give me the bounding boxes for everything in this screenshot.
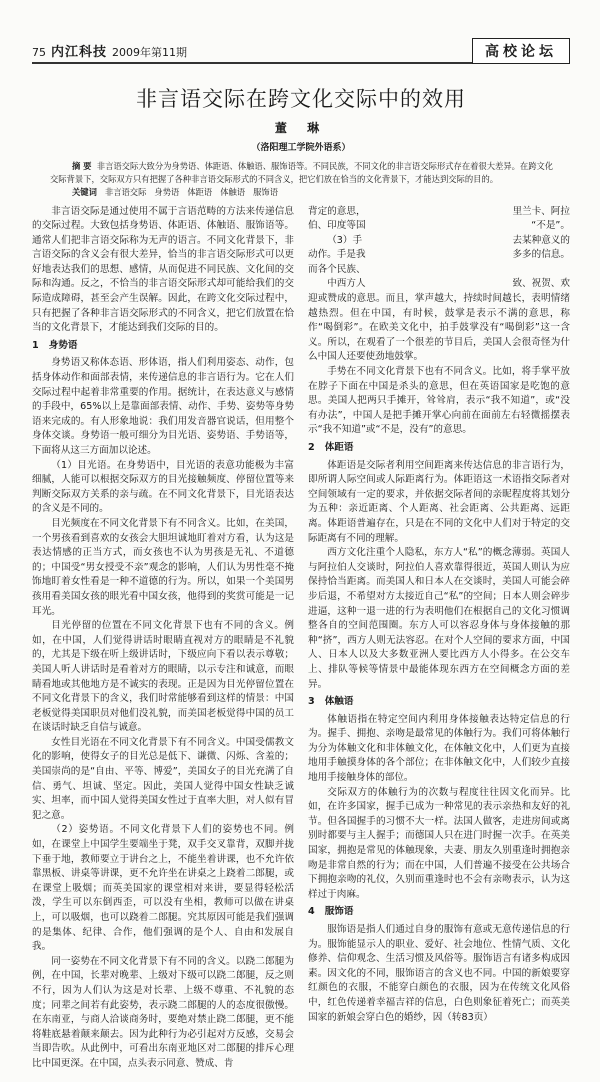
paragraph: 目光停留的位置在不同文化背景下也有不同的含义。例如，在中国，人们觉得讲话时眼睛直视对方的眼睛是不礼貌的，尤其是下级在听上级讲话时，下级应向下看以表示尊敬；美国人听人讲话时是看着对方的眼睛，以示专注和诚意，而眼睛看地或其他地方是不诚实的表现。正是因为目光停留位置在不同文化背景下的含义，我们时常能够看到这样的情景：中国老板觉得美国职员对他们没礼貌，而美国老板觉得中国的员工在谈话时缺乏自信与诚意。 [32,620,294,734]
body-columns [32,205,570,1072]
keyword: 服饰语 [253,187,279,197]
abstract-text: 非言语交际大致分为身势语、体距语、体触语、服饰语等。不同民族，不同文化的非言语交际形式存在着很大差异。在跨文化交际背景下，交际双方只有把握了各种非言语交际形式的不同含义，把它们放在恰当的文化背景下，才能达到交际的目的。 [50,161,554,184]
redacted-line: 背定的意思， 里兰卡、阿拉 [308,205,570,217]
article-title: 非言语交际在跨文化交际中的效用 [136,87,466,111]
paragraph: 体距语是交际者利用空间距离来传达信息的非言语行为，即所谓人际空间或人际距离行为。体距语这一术语指交际者对空间领域有一定的要求，并依据交际者间的亲昵程度将其划分为五种：亲近距离、个人距离、社会距离、公共距离、远距离。体距语普遍存在，只是在不同的文化中人们对于特定的交际距离有不同的理解。 [308,459,570,544]
section-title: 身势语 [48,339,78,351]
section-number: 3 [308,696,315,708]
abstract-label: 摘 要 [72,161,92,171]
paragraph: 服饰语是指人们通过自身的服饰有意或无意传递信息的行为。服饰能显示人的职业、爱好、社会地位、性情气质、文化修养、信仰观念、生活习惯及风俗等。服饰语言有诸多构成因素。因文化的不同，服饰语言的含义也不同。中国的新娘要穿红颜色的衣服，不能穿白颜色的衣服，因为在传统文化风俗中，红色传递着幸福吉祥的信息，白色则象征着死亡；而英美国家的新娘会穿白色的婚纱，因（转83页） [308,924,570,1023]
journal-logo: 内江科技 [51,45,108,60]
page-number: 75 [32,46,46,59]
journal-info [32,41,187,60]
affiliation: （洛阳理工学院外语系） [251,143,351,153]
section-heading [308,695,570,710]
paragraph: 手势在不同文化背景下也有不同含义。比如，将手掌平放在脖子下面在中国是杀头的意思，但在英语国家是吃饱的意思。美国人把两只手摊开，耸耸肩，表示“我不知道”，或“没有办法”，中国人是把手摊开掌心向前在面前左右轻微摇摆表示“我不知道”或“不是，没有”的意思。 [308,366,570,436]
keyword: 体触语 [220,187,246,197]
left-column [32,205,294,1072]
paragraph: 身势语又称体态语、形体语，指人们利用姿态、动作，包括身体动作和面部表情，来传递信息的非言语行为。它在人们交际过程中起着非常重要的作用。据统计，在表达意义与感情的手段中，65%以上是靠面部表情、动作、手势、姿势等身势语来完成的。有人形象地说：我们用发音器官说话，但用整个身体交谈。身势语一般可细分为目光语、姿势语、手势语等，下面将从这三方面加以论述。 [32,357,294,456]
paragraph: 交际双方的体触行为的次数与程度往往因文化而异。比如，在许多国家，握手已成为一种常见的表示亲热和友好的礼节。但各国握手的习惯不大一样。法国人做客，走进房间或离别时都要与主人握手；而德国人只在进门时握一次手。在英美国家，拥抱是常见的体触现象，夫妻、朋友久别重逢时拥抱亲吻是非常自然的行为；而在中国，人们普遍不接受在公共场合下拥抱亲吻的礼仪，久别而重逢时也不会有亲吻表示，认为这样过于肉麻。 [308,786,570,900]
redacted-line: 而各个民族、 [308,263,366,275]
keyword: 非言语交际 [104,187,147,197]
paragraph: （2）姿势语。不同文化背景下人们的姿势也不同。例如，在课堂上中国学生要端坐于凳，双手交叉靠背，双脚并拢下垂于地，教师要立于讲台之上，不能坐着讲课，也不允许依靠黑板、讲桌等讲课，更不允许坐在讲桌之上跷着二郎腿，或在课堂上吸烟；而英美国家的课堂相对来讲，要显得轻松活泼，学生可以东倒西歪，可以没有坐相，教师可以做在讲桌上，可以吸烟，也可以跷着二郎腿。究其原因可能是我们强调的是集体、纪律、合作，他们强调的是个人、自由和发展自我。 [32,824,294,953]
keywords-label: 关键词 [72,187,97,197]
abstract [50,160,556,185]
section-tag: 高校论坛 [472,38,570,64]
paragraph: 西方文化注重个人隐私，东方人“私”的概念薄弱。英国人与阿拉伯人交谈时，阿拉伯人喜欢靠得很近，英国人则认为应保持恰当距离。而美国人和日本人在交谈时，美国人可能会碎步后退，不希望对方太接近自己“私”的空间；日本人则会碎步进逼，这种一退一进的行为表明他们在根据自己的文化习惯调整各自的空间范围圈。东方人可以容忍身体与身体接触的那种“挤”，西方人则无法容忍。在对个人空间的要求方面，中国人、日本人以及大多数亚洲人要比西方人小得多。在公交车上、排队等候等情景中最能体现东西方在空间概念方面的差异。 [308,547,570,690]
issue-label: 2009年第11期 [112,46,188,59]
redacted-line: 中西方人 致、祝贺、欢 [327,278,570,290]
keyword: 身势语 [154,187,180,197]
author: 董 琳 [274,121,328,135]
paragraph: 目光频度在不同文化背景下有不同含义。比如，在美国，一个男孩看到喜欢的女孩会大胆坦诚地盯着对方看，认为这是表达情感的正当方式，而女孩也不认为男孩是无礼、不道德的；中国受“男女授受不亲”观念的影响，人们认为男性毫不掩饰地盯着女性看是一种不道德的行为。所以，如果一个美国男孩用看美国女孩的眼光看中国女孩，他得到的奖赏可能是一记耳光。 [32,517,294,617]
section-heading [308,441,570,456]
paragraph: 女性目光语在不同文化背景下有不同含义。中国受儒教文化的影响，使得女子的目光总是低下、谦微、闪烁、含羞的；美国崇尚的是“自由、平等、博爱”，美国女子的目光充满了自信、勇气、坦诚、坚定。因此，美国人觉得中国女性缺乏诚实、坦率，而中国人觉得美国女性过于直率大胆，对人似有冒犯之意。 [32,736,294,821]
keywords [72,186,570,199]
section-number: 1 [32,339,39,351]
section-title: 服饰语 [324,906,354,918]
paragraph: 同一姿势在不同文化背景下有不同的含义。以跷二郎腿为例，在中国，长辈对晚辈、上级对下级可以跷二郎腿，反之则不行，因为人们认为这是对长辈、上级不尊重、不礼貌的态度；同辈之间若有此姿势，表示跷二郎腿的人的态度很傲慢。在东南亚，与商人洽谈商务时，要绝对禁止跷二郎腿，更不能将鞋底悬着颠来颠去。因为此种行为必引起对方反感，交易会当即告吹。从此例中，可看出东南亚地区对二郎腿的排斥心理比中国更深。在中国，点头表示同意、赞成、肯 [32,955,294,1069]
keyword: 体距语 [187,187,213,197]
redacted-line: 伯、印度等国 “不是”。 [308,220,570,232]
right-column [308,205,570,1026]
section-number: 2 [308,442,315,453]
paragraph: 非言语交际是通过使用不属于言语范畴的方法来传递信息的交际过程。大致包括身势语、体距语、体触语、服饰语等。通常人们把非言语交际称为无声的语言。不同文化背景下，非言语交际的含义会有很大差异，恰当的非言语交际形式可以更好地表达我们的思想、感情，从而促进不同民族、文化间的交际和沟通。反之，不恰当的非言语交际形式却可能给我们的交际造成障碍，甚至会产生误解。因此，在跨文化交际过程中，只有把握了各种非言语交际形式的不同含义，把它们放置在恰当的文化背景下，才能达到我们交际的目的。 [32,205,294,334]
running-header [32,44,570,64]
section-heading [308,905,570,920]
section-heading [32,339,294,354]
redacted-line: 动作。手是我 多多的信息。 [308,249,570,261]
paragraph: 体触语指在特定空间内利用身体接触表达特定信息的行为。握手、拥抱、亲吻是最常见的体触行为。我们可将体触行为分为体触文化和非体触文化，在体触文化中，人们更为直接地用手触摸身体的各个部位；在非体触文化中，人们较少直接地用手接触身体的部位。 [308,713,570,784]
paragraph: （1）目光语。在身势语中，目光语的表意功能极为丰富细腻，人能可以根据交际双方的目光接触频度、停留位置等来判断交际双方关系的亲与疏。在不同文化背景下，目光语表达的含义是不同的。 [32,459,294,515]
paragraph: 迎或赞成的意思。而且，掌声越大，持续时间越长，表明情绪越热烈。但在中国，有时候，鼓掌是表示不满的意思，称作“喝倒彩”。在欧美文化中，拍手鼓掌没有“喝倒彩”这一含义。所以，在观看了一个很差的节目后，美国人会很奇怪为什么中国人还要使劲地鼓掌。 [308,293,570,363]
section-number: 4 [308,906,315,918]
redacted-line: （3）手 去某种意义的 [327,234,570,246]
section-title: 体触语 [324,696,354,708]
section-title: 体距语 [324,442,354,453]
